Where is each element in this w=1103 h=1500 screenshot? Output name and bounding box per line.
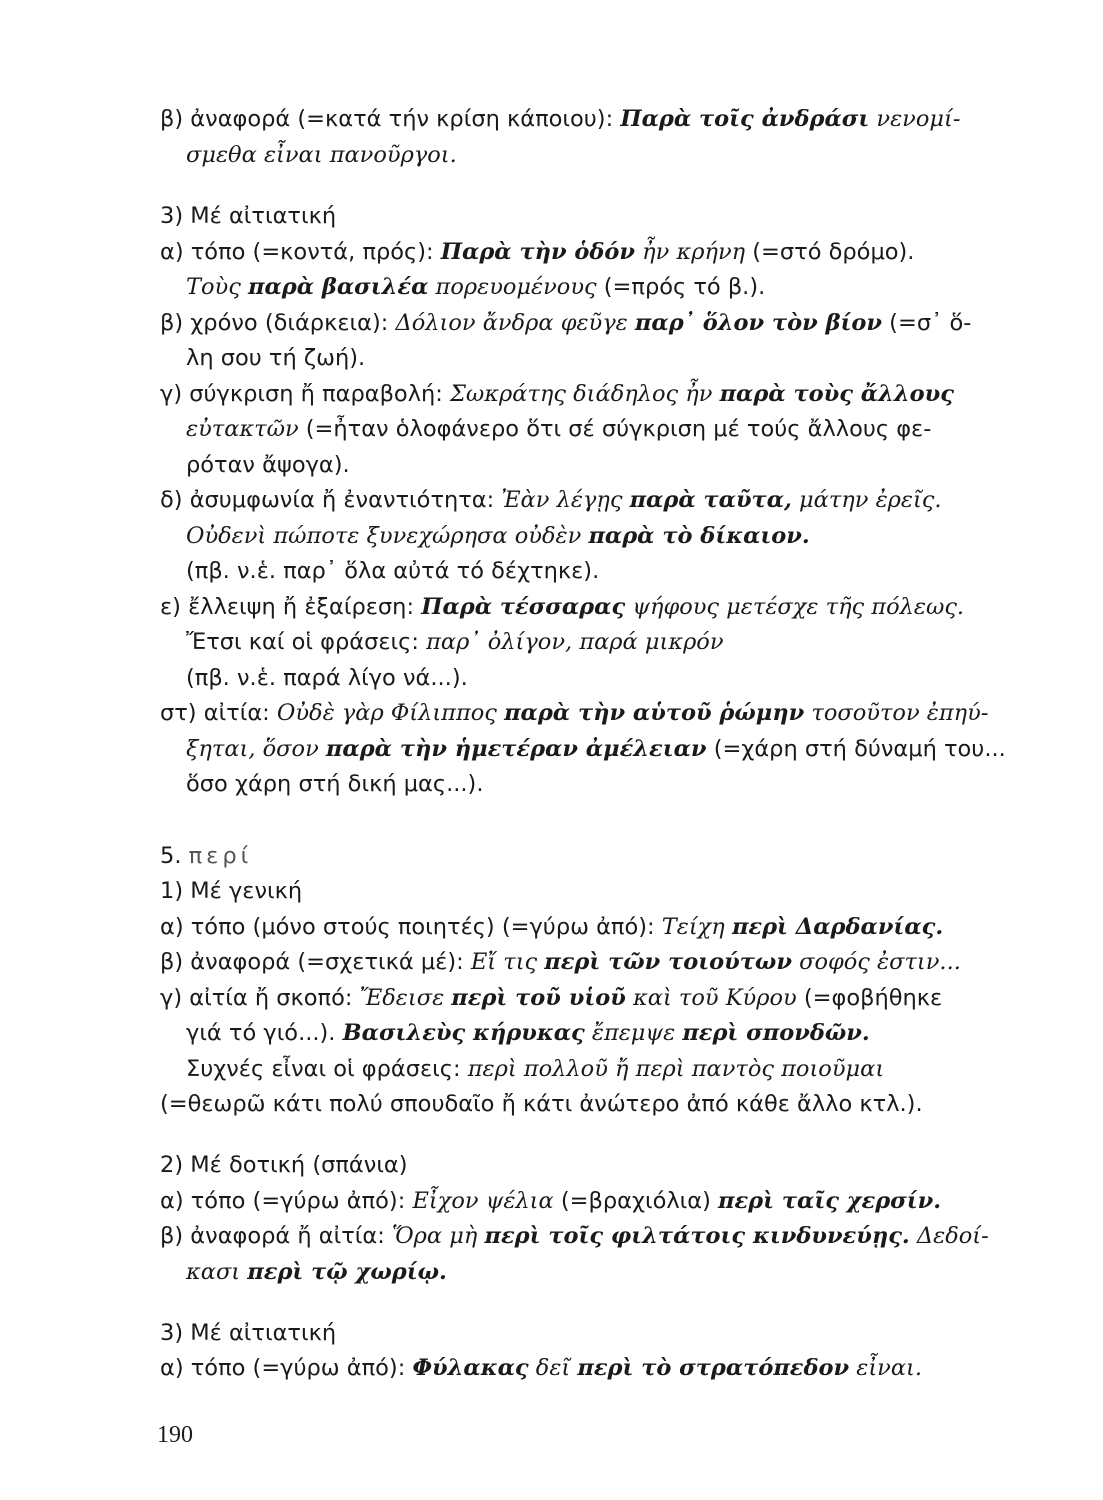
text-segment: 3) Μέ αἰτιατική	[160, 1320, 337, 1346]
text-segment: α) τόπο (=γύρω ἀπό):	[160, 1355, 413, 1381]
bold-italic-segment: περὶ τοῦ υἱοῦ	[451, 985, 626, 1011]
italic-segment: Τείχη	[661, 914, 732, 940]
text-line	[160, 1089, 1020, 1119]
text-segment: (=ἦταν ὁλοφάνερο ὅτι σέ σύγκριση μέ τούς ἄλλους φε-	[298, 416, 932, 442]
italic-segment: παρ᾽ ὀλίγον, παρά μικρόν	[426, 629, 724, 655]
text-line	[160, 947, 1020, 977]
text-segment: 5.	[160, 843, 189, 869]
text-segment: α) τόπο (=κοντά, πρός):	[160, 239, 441, 265]
text-line	[186, 1257, 1046, 1287]
text-segment: Ἔτσι καί οἱ φράσεις:	[186, 629, 427, 655]
text-line	[186, 521, 1046, 551]
bold-italic-segment: περὶ τῶν τοιούτων	[544, 949, 792, 975]
italic-segment: καὶ τοῦ Κύρου	[625, 985, 797, 1011]
text-line	[160, 983, 1020, 1013]
text-segment: ρόταν ἄψογα).	[186, 452, 350, 478]
bold-italic-segment: παρὰ τὸ δίκαιον.	[588, 523, 810, 549]
text-segment: (πβ. ν.ἑ. παρ᾽ ὅλα αὐτά τό δέχτηκε).	[186, 558, 600, 584]
bold-italic-segment: Φύλακας	[412, 1355, 529, 1381]
bold-italic-segment: Βασιλεὺς κήρυκας	[342, 1020, 585, 1046]
text-segment: λη σου τή ζωή).	[186, 345, 366, 371]
text-line	[160, 379, 1020, 409]
bold-italic-segment: περὶ τὸ στρατόπεδον	[577, 1355, 850, 1381]
italic-segment: ξηται, ὅσον	[186, 736, 326, 762]
bold-italic-segment: παρὰ βασιλέα	[248, 274, 429, 300]
italic-segment: Δόλιον ἄνδρα φεῦγε	[395, 310, 635, 336]
italic-segment: Εἴ τις	[470, 949, 545, 975]
text-line	[160, 592, 1020, 622]
text-line	[160, 237, 1020, 267]
italic-segment: κασι	[186, 1259, 248, 1285]
italic-segment: πορευομένους	[428, 274, 597, 300]
text-segment: (=χάρη στή δύναμή του...	[706, 736, 1006, 762]
text-segment: (πβ. ν.ἑ. παρά λίγο νά...).	[186, 665, 468, 691]
italic-segment: Ἐὰν λέγῃς	[501, 487, 630, 513]
italic-segment: Τοὺς	[186, 274, 248, 300]
text-segment: 1) Μέ γενική	[160, 878, 303, 904]
text-segment: ε) ἔλλειψη ἤ ἐξαίρεση:	[160, 594, 422, 620]
italic-segment: Σωκράτης διάδηλος ἦν	[450, 381, 720, 407]
text-segment: (=πρός τό β.).	[596, 274, 766, 300]
text-segment: γιά τό γιό...).	[186, 1020, 343, 1046]
italic-segment: Οὐδὲ γὰρ Φίλιππος	[276, 700, 505, 726]
text-segment: γ) αἰτία ἤ σκοπό:	[160, 985, 360, 1011]
bold-italic-segment: παρὰ τὴν αὑτοῦ ῥώμην	[504, 700, 805, 726]
text-line	[160, 308, 1020, 338]
bold-italic-segment: περὶ τῷ χωρίῳ.	[247, 1259, 447, 1285]
text-segment: β) ἀναφορά (=κατά τήν κρίση κάποιου):	[160, 106, 621, 132]
italic-segment: νενομί-	[869, 106, 961, 132]
text-line	[160, 1221, 1020, 1251]
italic-segment: τοσοῦτον ἐπηύ-	[804, 700, 989, 726]
text-line	[186, 769, 1046, 799]
bold-italic-segment: παρὰ τοὺς ἄλλους	[719, 381, 954, 407]
italic-segment: δεῖ	[528, 1355, 578, 1381]
text-segment: (=σ᾽ ὅ-	[882, 310, 972, 336]
text-line	[160, 485, 1020, 515]
text-segment: ὅσο χάρη στή δική μας...).	[186, 771, 484, 797]
text-line	[160, 876, 1020, 906]
text-segment: β) χρόνο (διάρκεια):	[160, 310, 396, 336]
text-line	[186, 450, 1046, 480]
text-line	[186, 556, 1046, 586]
text-line	[186, 1054, 1046, 1084]
bold-italic-segment: περὶ Δαρδανίας.	[731, 914, 944, 940]
bold-italic-segment: περὶ σπονδῶν.	[682, 1020, 870, 1046]
italic-segment: εἶναι.	[849, 1355, 923, 1381]
bold-italic-segment: περὶ τοῖς φιλτάτοις κινδυνεύῃς.	[484, 1223, 910, 1249]
text-line	[160, 1186, 1020, 1216]
italic-segment: Δεδοί-	[909, 1223, 989, 1249]
italic-segment: εὐτακτῶν	[186, 416, 299, 442]
text-segment: β) ἀναφορά ἤ αἰτία:	[160, 1223, 392, 1249]
italic-segment: ψήφους μετέσχε τῆς πόλεως.	[625, 594, 965, 620]
text-segment: γ) σύγκριση ἤ παραβολή:	[160, 381, 451, 407]
text-line	[186, 414, 1046, 444]
text-segment: Συχνές εἶναι οἱ φράσεις:	[186, 1056, 468, 1082]
text-segment: δ) ἀσυμφωνία ἤ ἐναντιότητα:	[160, 487, 502, 513]
text-segment: 2) Μέ δοτική (σπάνια)	[160, 1152, 408, 1178]
italic-segment: περὶ πολλοῦ ἤ περὶ παντὸς ποιοῦμαι	[467, 1056, 885, 1082]
text-line	[160, 201, 1020, 231]
text-line	[186, 343, 1046, 373]
italic-segment: ἦν κρήνη	[635, 239, 746, 265]
text-segment: περί	[188, 843, 253, 869]
text-segment: στ) αἰτία:	[160, 700, 277, 726]
text-line	[160, 1318, 1020, 1348]
text-line	[186, 272, 1046, 302]
italic-segment: Ἔδεισε	[359, 985, 452, 1011]
text-segment: 3) Μέ αἰτιατική	[160, 203, 337, 229]
italic-segment: Ὅρα μὴ	[391, 1223, 485, 1249]
text-line	[186, 140, 1046, 170]
italic-segment: μάτην ἐρεῖς.	[791, 487, 942, 513]
bold-italic-segment: Παρὰ τὴν ὁδόν	[440, 239, 636, 265]
text-line	[186, 663, 1046, 693]
text-segment: α) τόπο (μόνο στούς ποιητές) (=γύρω ἀπό):	[160, 914, 662, 940]
text-segment: β) ἀναφορά (=σχετικά μέ):	[160, 949, 471, 975]
italic-segment: Οὐδενὶ πώποτε ξυνεχώρησα οὐδὲν	[186, 523, 589, 549]
italic-segment: ἔπεμψε	[584, 1020, 683, 1046]
text-segment: (=θεωρῶ κάτι πολύ σπουδαῖο ἤ κάτι ἀνώτερο ἀπό κάθε ἄλλο κτλ.).	[160, 1091, 923, 1117]
text-line	[160, 1150, 1020, 1180]
bold-italic-segment: παρὰ ταῦτα,	[629, 487, 792, 513]
italic-segment: Εἶχον ψέλια	[412, 1188, 554, 1214]
text-segment: (=φοβήθηκε	[796, 985, 943, 1011]
text-line	[160, 1353, 1020, 1383]
italic-segment: σμεθα εἶναι πανοῦργοι.	[186, 142, 457, 168]
bold-italic-segment: παρ᾽ ὅλον τὸν βίον	[634, 310, 883, 336]
italic-segment: σοφός ἐστιν...	[791, 949, 961, 975]
text-line	[186, 734, 1046, 764]
text-line	[160, 841, 1020, 871]
bold-italic-segment: παρὰ τὴν ἡμετέραν ἀμέλειαν	[325, 736, 707, 762]
text-segment: (=στό δρόμο).	[745, 239, 915, 265]
bold-italic-segment: Παρὰ τοῖς ἀνδράσι	[620, 106, 870, 132]
text-line	[160, 104, 1020, 134]
bold-italic-segment: Παρὰ τέσσαρας	[421, 594, 626, 620]
text-line	[186, 1018, 1046, 1048]
text-segment: α) τόπο (=γύρω ἀπό):	[160, 1188, 413, 1214]
text-segment: (=βραχιόλια)	[553, 1188, 719, 1214]
text-line	[160, 912, 1020, 942]
bold-italic-segment: περὶ ταῖς χερσίν.	[718, 1188, 942, 1214]
page-number: 190	[157, 1422, 193, 1448]
text-line	[160, 698, 1020, 728]
text-line	[186, 627, 1046, 657]
